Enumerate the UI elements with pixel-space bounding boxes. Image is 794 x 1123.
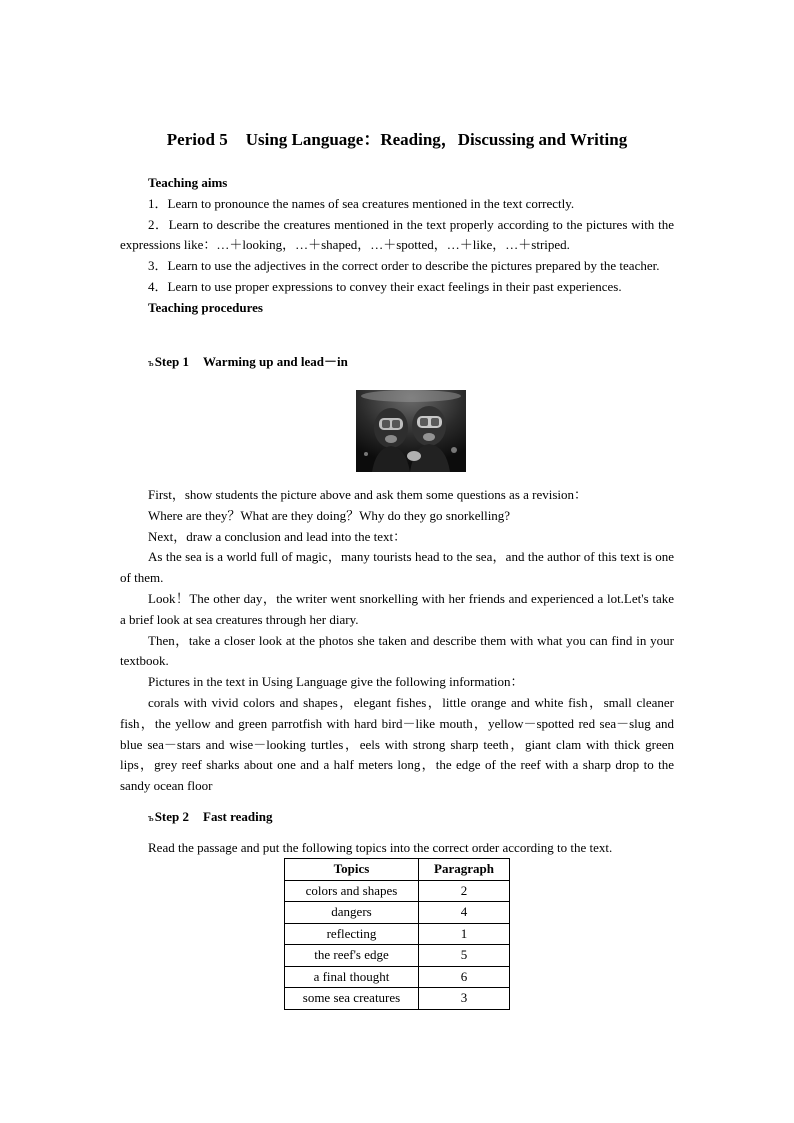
column-header-topics: Topics — [285, 859, 419, 881]
table-header-row — [285, 859, 510, 881]
paragraph-cell: 5 — [419, 945, 510, 967]
paragraph-cell: 1 — [419, 923, 510, 945]
table-row — [285, 923, 510, 945]
table-row — [285, 880, 510, 902]
step2-instruction: Read the passage and put the following topics into the correct order according to the text. — [148, 840, 613, 855]
topic-cell: the reef's edge — [285, 945, 419, 967]
topic-cell: colors and shapes — [285, 880, 419, 902]
step1-paragraph-1: First，show students the picture above and ask them some questions as a revision： — [148, 487, 588, 502]
step1-paragraph-2: Where are they？What are they doing？Why do they go snorkelling? — [148, 507, 511, 523]
paragraph-cell: 4 — [419, 902, 510, 924]
step2-body — [120, 838, 674, 859]
step1-paragraph-5: Look！The other day，the writer went snorkelling with her friends and experienced a lot.Let's take a brief look at sea creatures through her diary. — [120, 590, 674, 627]
table-row — [285, 966, 510, 988]
aim-item-1: 1．Learn to pronounce the names of sea creatures mentioned in the text correctly. — [148, 195, 575, 211]
step-marker-icon: ъ — [148, 812, 154, 824]
topic-cell: a final thought — [285, 966, 419, 988]
table-row — [285, 945, 510, 967]
teaching-aims-section — [120, 173, 674, 319]
step2-heading — [148, 809, 272, 825]
teaching-procedures-heading: Teaching procedures — [148, 299, 263, 315]
step1-paragraph-6: Then，take a closer look at the photos she taken and describe them with what you can find in your textbook. — [120, 632, 674, 669]
step1-paragraph-7: Pictures in the text in Using Language give the following information： — [148, 674, 524, 690]
teaching-aims-heading: Teaching aims — [148, 175, 228, 190]
table-row — [285, 988, 510, 1010]
snorkellers-image — [356, 390, 466, 472]
step2-title: Fast reading — [203, 809, 273, 824]
title-period: Period 5 — [166, 130, 228, 149]
step-marker-icon: ъ — [148, 357, 154, 369]
step2-label: Step 2 — [154, 809, 190, 824]
step1-body — [120, 485, 674, 797]
table-row — [285, 902, 510, 924]
title-topic: Using Language：Reading，Discussing and Writing — [245, 130, 628, 149]
step1-paragraph-3: Next，draw a conclusion and lead into the text： — [148, 528, 407, 544]
snorkelling-photo — [356, 390, 466, 472]
step1-paragraph-8: corals with vivid colors and shapes，elegant fishes，little orange and white fish，small cleaner fish，the yellow and green parrotfish with hard bird－like mouth，yellow－spotted red sea－slug and blue sea－stars and wise－looking turtles，eels with strong sharp teeth，giant clam with thick green lips，grey reef sharks about one and a half meters long，the edge of the reef with a sharp drop to the sandy ocean floor — [120, 694, 674, 794]
topics-table — [284, 858, 510, 1010]
paragraph-cell: 2 — [419, 880, 510, 902]
aim-item-4: 4．Learn to use proper expressions to convey their exact feelings in their past experiences. — [148, 278, 622, 294]
step1-paragraph-4: As the sea is a world full of magic，many tourists head to the sea，and the author of this text is one of them. — [120, 549, 674, 586]
step1-title: Warming up and lead－in — [203, 354, 348, 369]
step1-heading — [148, 351, 348, 370]
topic-cell: reflecting — [285, 923, 419, 945]
topic-cell: dangers — [285, 902, 419, 924]
aim-item-2: 2．Learn to describe the creatures mentioned in the text properly according to the pictures with the expressions like：…＋looking，…＋shaped，…＋spotted，…＋like，…＋striped. — [120, 216, 674, 253]
paragraph-cell: 3 — [419, 988, 510, 1010]
paragraph-cell: 6 — [419, 966, 510, 988]
aim-item-3: 3．Learn to use the adjectives in the correct order to describe the pictures prepared by the teacher. — [148, 258, 660, 274]
page-title — [0, 125, 794, 150]
step1-label: Step 1 — [154, 354, 190, 369]
column-header-paragraph: Paragraph — [419, 859, 510, 881]
topic-cell: some sea creatures — [285, 988, 419, 1010]
